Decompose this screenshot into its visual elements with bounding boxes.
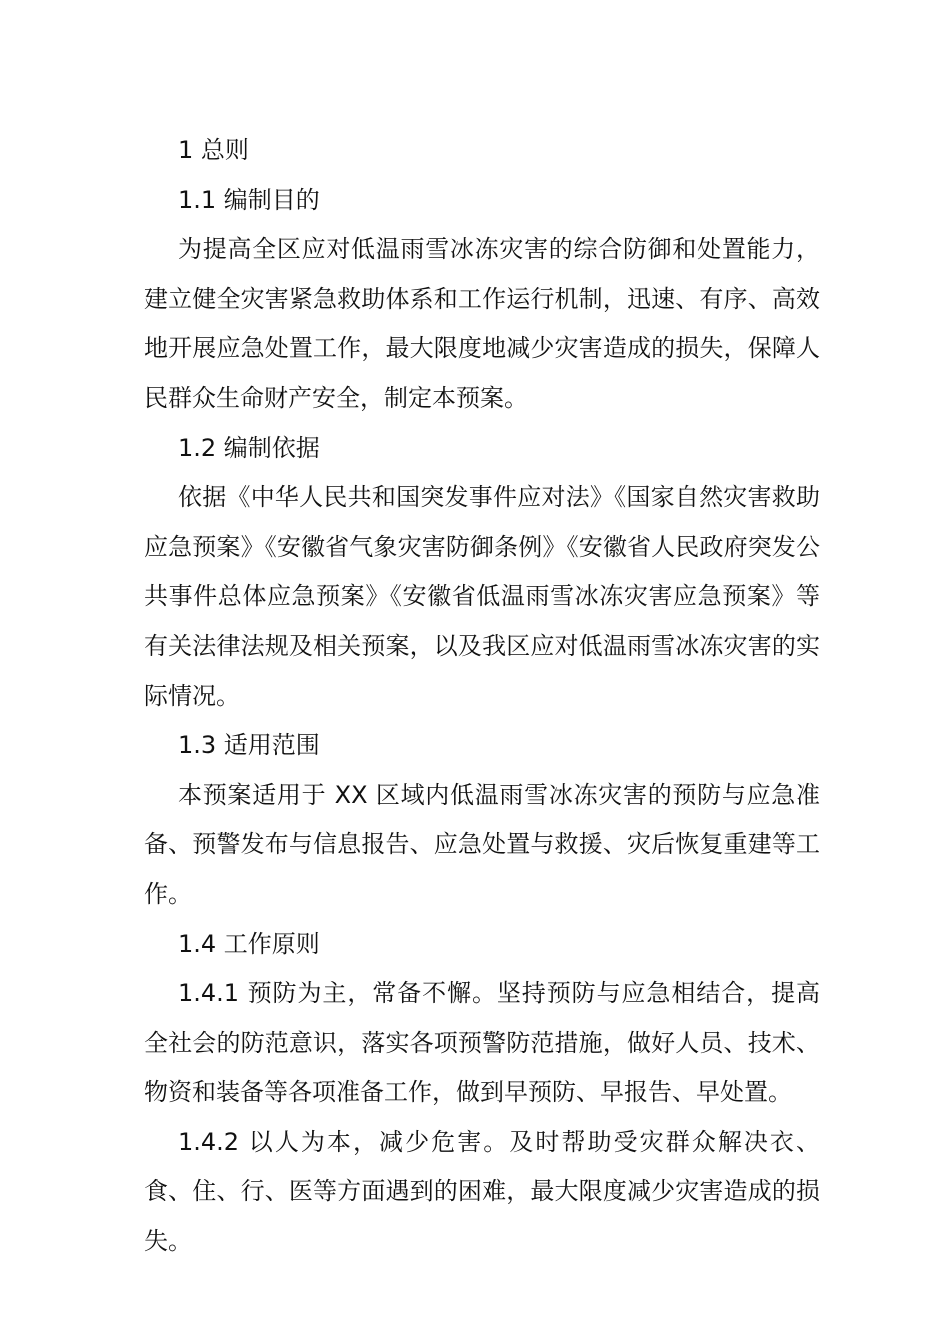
paragraph-basis: 依据《中华人民共和国突发事件应对法》《国家自然灾害救助应急预案》《安徽省气象灾害防御条例》《安徽省人民政府突发公共事件总体应急预案》《安徽省低温雨雪冰冻灾害应急预案》等有关法律法规及相关预案，以及我区应对低温雨雪冰冻灾害的实际情况。: [144, 483, 820, 710]
paragraph-scope: 本预案适用于 XX 区域内低温雨雪冰冻灾害的预防与应急准备、预警发布与信息报告、应急处置与救援、灾后恢复重建等工作。: [144, 780, 820, 908]
paragraph-principle-1: 1.4.1 预防为主，常备不懈。坚持预防与应急相结合，提高全社会的防范意识，落实各项预警防范措施，做好人员、技术、物资和装备等各项准备工作，做到早预防、早报告、早处置。: [144, 979, 820, 1107]
section-heading-purpose: 1.1 编制目的: [178, 185, 320, 214]
document-body: [144, 126, 820, 1267]
section-heading-principles: 1.4 工作原则: [178, 929, 320, 958]
section-heading-general: 1 总则: [178, 136, 249, 164]
paragraph-purpose: 为提高全区应对低温雨雪冰冻灾害的综合防御和处置能力，建立健全灾害紧急救助体系和工作运行机制，迅速、有序、高效地开展应急处置工作，最大限度地减少灾害造成的损失，保障人民群众生命财产安全，制定本预案。: [144, 235, 820, 412]
paragraph-principle-2: 1.4.2 以人为本，减少危害。及时帮助受灾群众解决衣、食、住、行、医等方面遇到的困难，最大限度减少灾害造成的损失。: [144, 1127, 820, 1256]
section-heading-scope: 1.3 适用范围: [178, 731, 320, 760]
section-heading-basis: 1.2 编制依据: [178, 433, 320, 462]
